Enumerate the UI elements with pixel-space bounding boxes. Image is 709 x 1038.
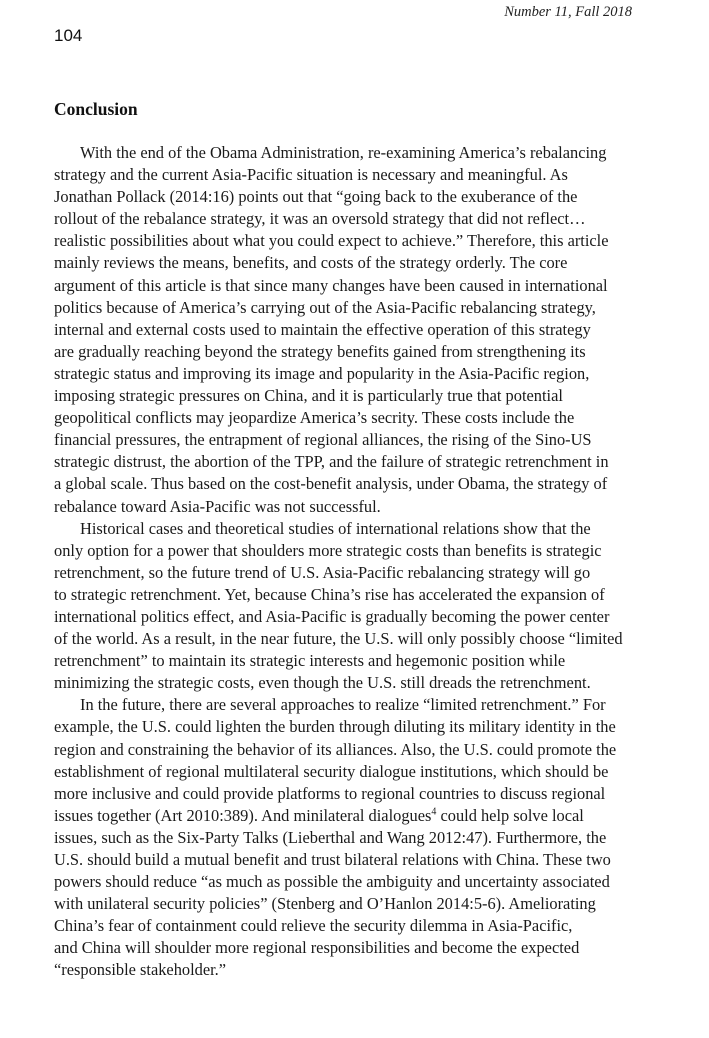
text-line: internal and external costs used to maintain the effective operation of this strategy — [54, 319, 591, 339]
text-line: geopolitical conflicts may jeopardize America’s secrity. These costs include the — [54, 408, 575, 428]
text-line: rebalance toward Asia-Pacific was not successful. — [54, 496, 381, 516]
text-line: region and constraining the behavior of its alliances. Also, the U.S. could promote the — [54, 739, 617, 759]
paragraph-3 — [54, 694, 655, 981]
text-line: With the end of the Obama Administration, re-examining America’s rebalancing — [80, 143, 607, 162]
paragraph-2 — [54, 518, 655, 695]
footnote-reference[interactable]: 4 — [431, 806, 437, 818]
text-line: of the world. As a result, in the near future, the U.S. will only possibly choose “limited — [54, 629, 623, 649]
text-line: politics because of America’s carrying out of the Asia-Pacific rebalancing strategy, — [54, 297, 596, 317]
text-segment: could help solve local — [436, 805, 584, 825]
text-line: powers should reduce “as much as possible the ambiguity and uncertainty associated — [54, 872, 610, 892]
body-text — [54, 142, 655, 982]
text-line: example, the U.S. could lighten the burden through diluting its military identity in the — [54, 717, 616, 737]
text-line: a global scale. Thus based on the cost-benefit analysis, under Obama, the strategy of — [54, 474, 608, 494]
text-line: with unilateral security policies” (Stenberg and O’Hanlon 2014:5-6). Ameliorating — [54, 894, 596, 914]
text-line: minimizing the strategic costs, even though the U.S. still dreads the retrenchment. — [54, 673, 591, 693]
text-line: strategic status and improving its image and popularity in the Asia-Pacific region, — [54, 363, 590, 383]
text-line: Historical cases and theoretical studies of international relations show that the — [80, 518, 591, 538]
text-line: only option for a power that shoulders more strategic costs than benefits is strategic — [54, 540, 602, 560]
text-line: strategic distrust, the abortion of the TPP, and the failure of strategic retrenchment in — [54, 452, 609, 472]
running-head: Number 11, Fall 2018 — [504, 4, 632, 20]
text-line: strategy and the current Asia-Pacific situation is necessary and meaningful. As — [54, 165, 568, 185]
text-segment: issues together (Art 2010:389). And minilateral dialogues — [54, 805, 432, 825]
text-line: Jonathan Pollack (2014:16) points out that “going back to the exuberance of the — [54, 187, 578, 207]
text-line: are gradually reaching beyond the strategy benefits gained from strengthening its — [54, 341, 586, 361]
text-line: U.S. should build a mutual benefit and trust bilateral relations with China. These two — [54, 850, 611, 869]
text-line: to strategic retrenchment. Yet, because China’s rise has accelerated the expansion of — [54, 584, 605, 604]
text-line: realistic possibilities about what you could expect to achieve.” Therefore, this article — [54, 231, 609, 251]
page-number: 104 — [54, 26, 83, 45]
text-line: China’s fear of containment could relieve the security dilemma in Asia-Pacific, — [54, 916, 573, 936]
text-line: retrenchment” to maintain its strategic interests and hegemonic position while — [54, 651, 566, 671]
text-line: retrenchment, so the future trend of U.S. Asia-Pacific rebalancing strategy will go — [54, 562, 591, 582]
text-line: imposing strategic pressures on China, and it is particularly true that potential — [54, 386, 563, 406]
text-line: financial pressures, the entrapment of regional alliances, the rising of the Sino-US — [54, 430, 592, 450]
text-line: “responsible stakeholder.” — [54, 960, 227, 980]
text-line: rollout of the rebalance strategy, it was an oversold strategy that did not reflect… — [54, 209, 586, 229]
text-line: establishment of regional multilateral security dialogue institutions, which should be — [54, 761, 609, 781]
text-line: and China will shoulder more regional responsibilities and become the expected — [54, 938, 580, 958]
paragraph-1 — [54, 142, 655, 518]
text-line: In the future, there are several approaches to realize “limited retrenchment.” For — [80, 695, 606, 715]
section-title: Conclusion — [54, 99, 138, 119]
text-line: international politics effect, and Asia-Pacific is gradually becoming the power center — [54, 606, 610, 626]
text-line: mainly reviews the means, benefits, and costs of the strategy orderly. The core — [54, 253, 568, 273]
text-line: more inclusive and could provide platforms to regional countries to discuss regional — [54, 783, 606, 803]
text-line: issues, such as the Six-Party Talks (Lieberthal and Wang 2012:47). Furthermore, the — [54, 827, 607, 847]
text-line: argument of this article is that since many changes have been caused in international — [54, 275, 608, 295]
text-line — [54, 805, 655, 827]
